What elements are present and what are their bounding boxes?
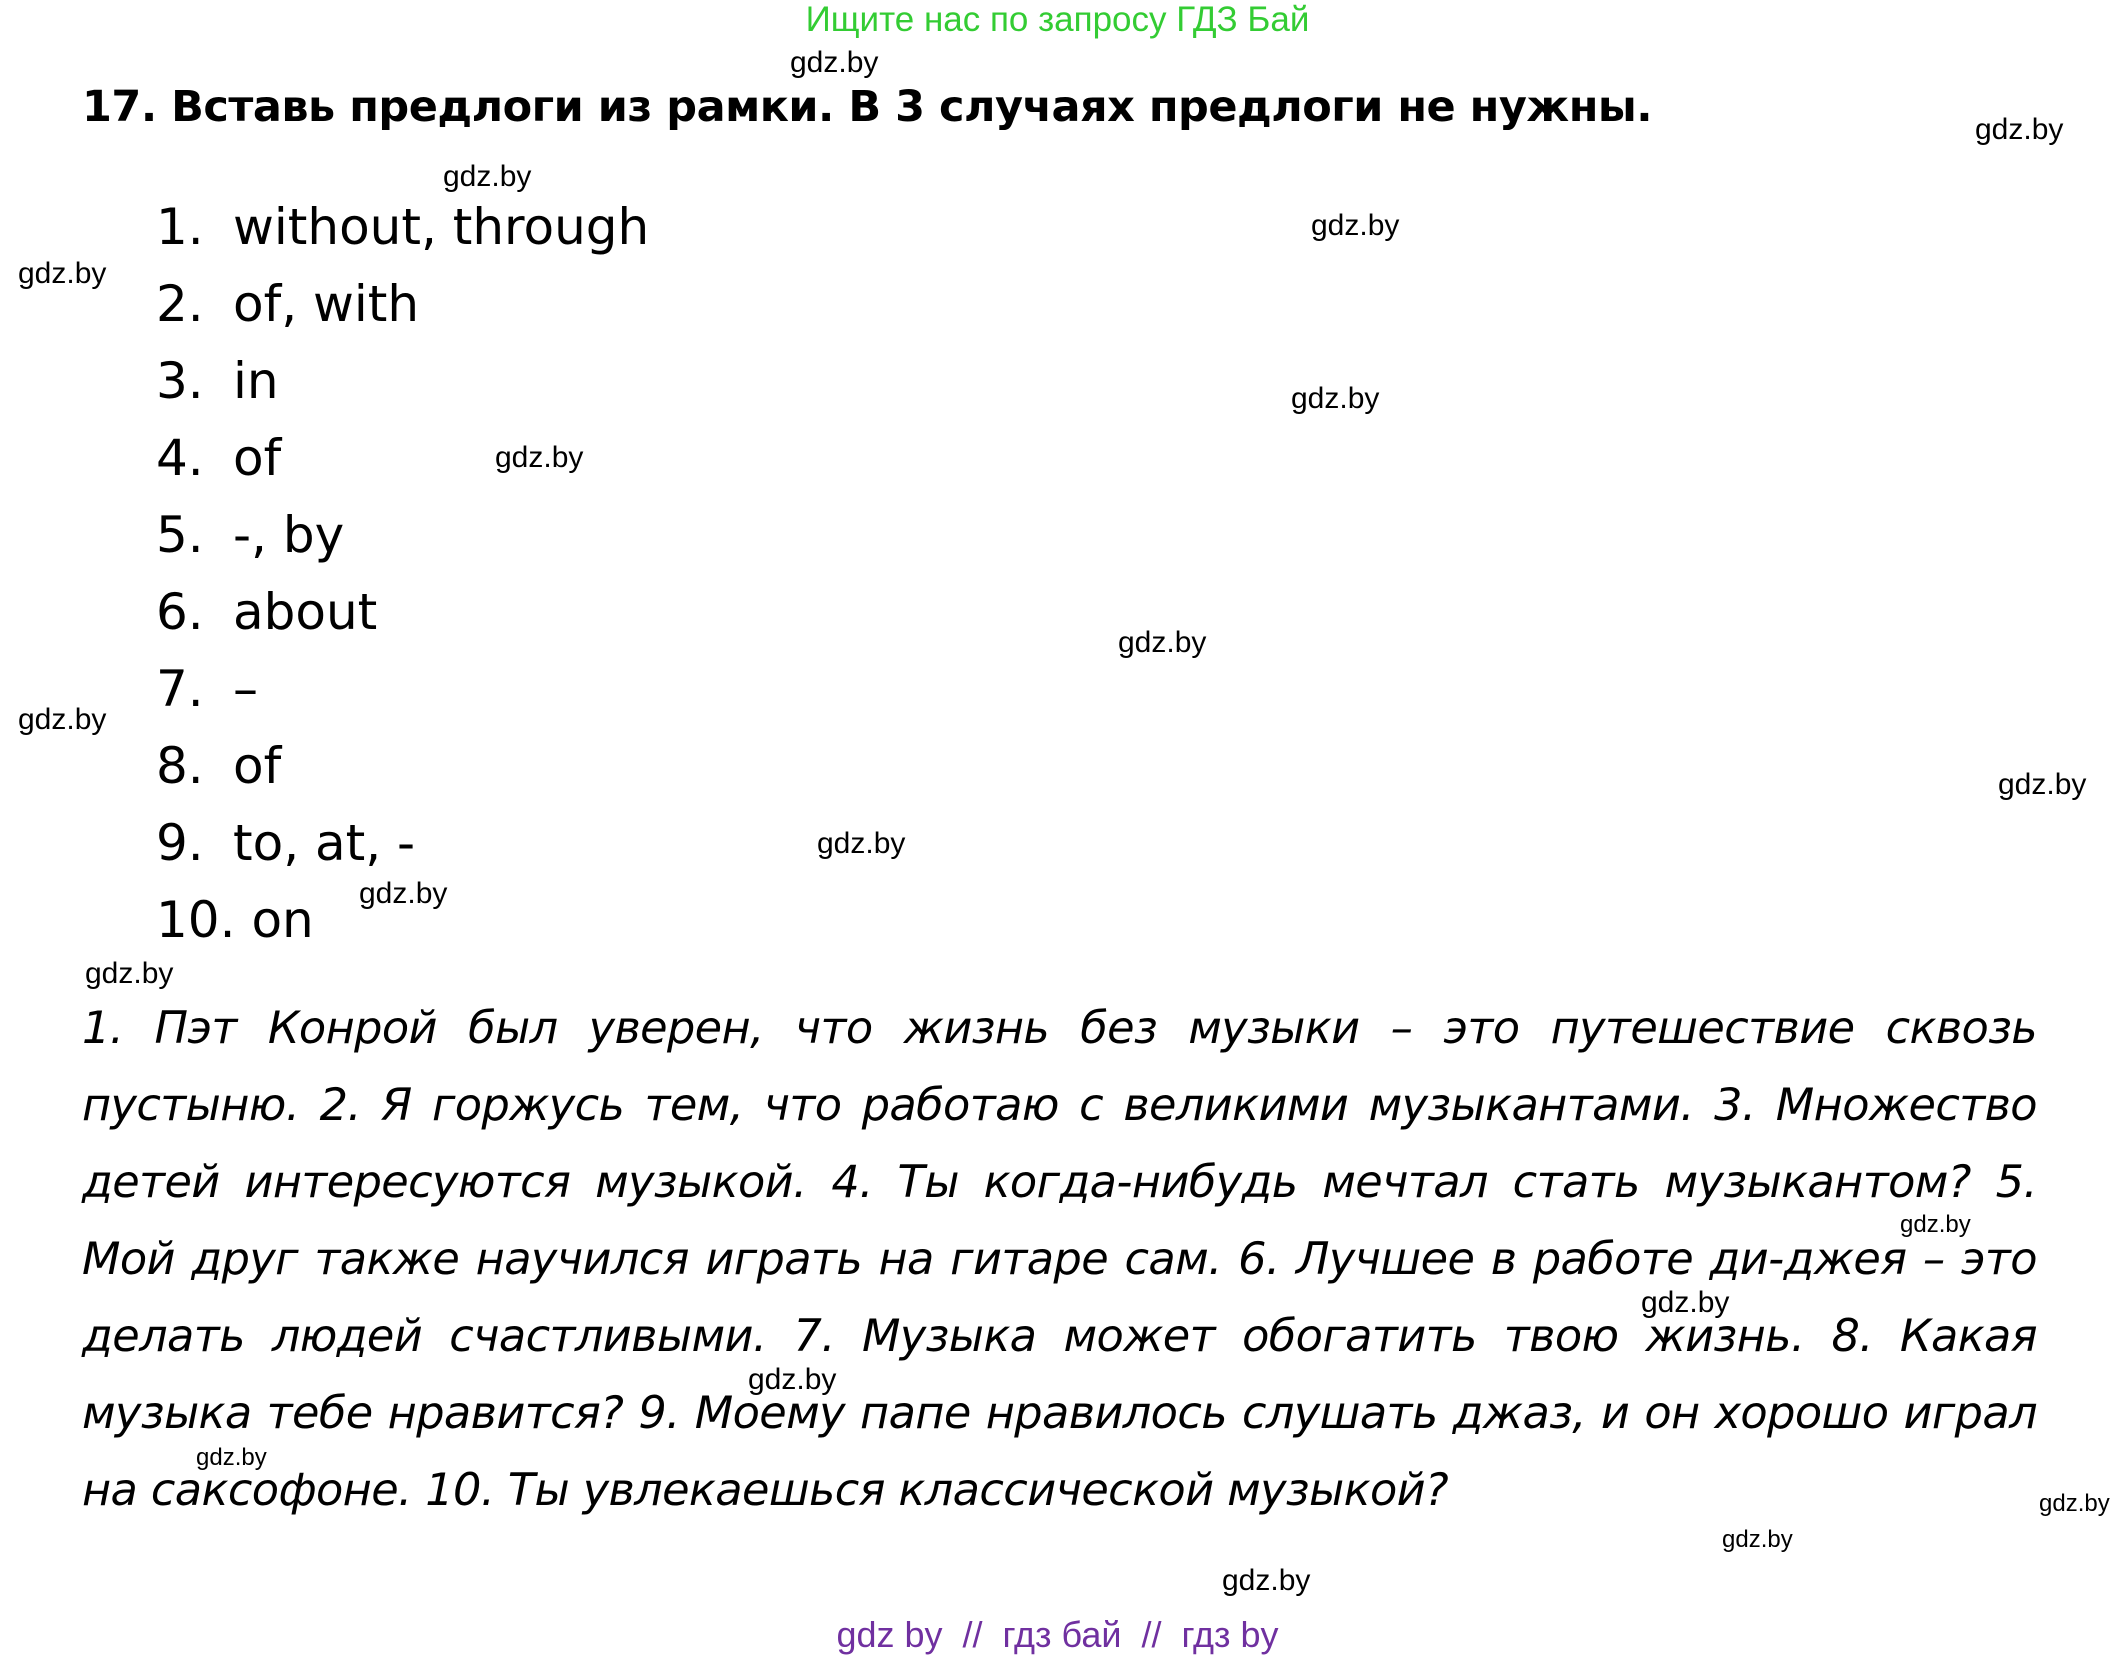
answer-number: 3.	[156, 352, 204, 410]
answer-number: 10.	[156, 891, 236, 949]
answer-number: 8.	[156, 737, 204, 795]
watermark: gdz.by	[1311, 209, 1400, 242]
answer-text: to, at, -	[233, 814, 416, 872]
answer-number: 5.	[156, 506, 204, 564]
watermark: gdz.by	[1998, 768, 2087, 801]
answer-text: of	[233, 737, 282, 795]
answer-item	[156, 346, 649, 423]
answer-text: –	[233, 660, 258, 718]
answer-text: about	[233, 583, 378, 641]
answer-text: in	[233, 352, 279, 410]
answer-text: of	[233, 429, 282, 487]
answer-item	[156, 731, 649, 808]
watermark: gdz.by	[790, 46, 879, 79]
watermark: gdz.by	[1118, 626, 1207, 659]
answer-item	[156, 192, 649, 269]
answer-text: -, by	[233, 506, 345, 564]
search-banner: Ищите нас по запросу ГДЗ Бай	[805, 0, 1310, 39]
answer-item	[156, 500, 649, 577]
answer-item	[156, 654, 649, 731]
watermark: gdz.by	[196, 1444, 267, 1471]
watermark: gdz.by	[1291, 382, 1380, 415]
watermark: gdz.by	[1975, 113, 2064, 146]
answer-list	[156, 192, 649, 962]
answer-item	[156, 269, 649, 346]
answer-text: on	[251, 891, 314, 949]
answer-number: 2.	[156, 275, 204, 333]
watermark: gdz.by	[1641, 1286, 1730, 1319]
answer-number: 1.	[156, 198, 204, 256]
task-title: 17. Вставь предлоги из рамки. В 3 случаях предлоги не нужны.	[82, 82, 1653, 132]
answer-text: of, with	[233, 275, 420, 333]
watermark: gdz.by	[18, 257, 107, 290]
answer-number: 7.	[156, 660, 204, 718]
watermark: gdz.by	[443, 160, 532, 193]
answer-text: without, through	[233, 198, 650, 256]
answer-number: 6.	[156, 583, 204, 641]
answer-number: 9.	[156, 814, 204, 872]
watermark: gdz.by	[748, 1363, 837, 1396]
answer-item	[156, 577, 649, 654]
translation-paragraph: 1. Пэт Конрой был уверен, что жизнь без музыки – это путешествие сквозь пустыню. 2. Я горжусь тем, что работаю с великими музыкантами. 3. Множество детей интересуются музыкой. 4. Ты когда-нибудь мечтал стать музыкантом? 5. Мой друг также научился играть на гитаре сам. 6. Лучшее в работе ди-джея – это делать людей счастливыми. 7. Музыка может обогатить твою жизнь. 8. Какая музыка тебе нравится? 9. Моему папе нравилось слушать джаз, и он хорошо играл на саксофоне. 10. Ты увлекаешься классической музыкой?	[82, 1002, 2037, 1516]
watermark: gdz.by	[359, 877, 448, 910]
watermark: gdz.by	[2039, 1490, 2110, 1517]
answer-number: 4.	[156, 429, 204, 487]
watermark: gdz.by	[495, 441, 584, 474]
watermark: gdz.by	[817, 827, 906, 860]
watermark: gdz.by	[85, 957, 174, 990]
answer-item	[156, 808, 649, 885]
watermark: gdz.by	[1722, 1526, 1793, 1553]
watermark: gdz.by	[1222, 1564, 1311, 1597]
footer-watermark: gdz by // гдз бай // гдз by	[836, 1614, 1279, 1655]
watermark: gdz.by	[1900, 1211, 1971, 1238]
watermark: gdz.by	[18, 703, 107, 736]
